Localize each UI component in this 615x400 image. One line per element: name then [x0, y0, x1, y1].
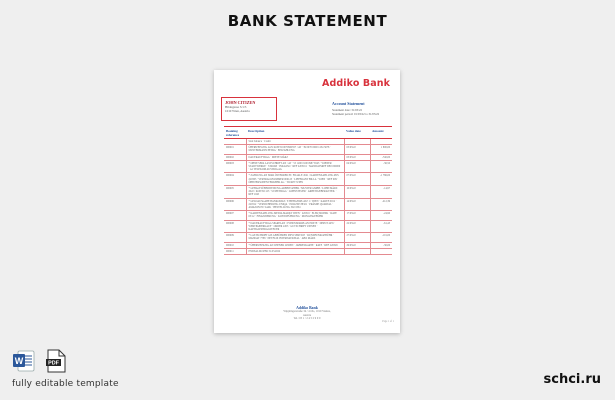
bank-logo: Addiko Bank [322, 78, 390, 89]
row-value-date: 10/03/22 [344, 186, 370, 199]
row-description: ENDSALDO PER 31.03.2022 [246, 248, 344, 254]
row-reference: 000011 [224, 248, 246, 254]
row-value-date: 07/03/22 [344, 173, 370, 186]
row-reference: 000003 [224, 160, 246, 173]
column-header-reference: Booking reference [224, 127, 246, 139]
row-amount: -740,00 [370, 154, 392, 160]
row-reference: 000001 [224, 145, 246, 154]
row-value-date: 03/03/22 [344, 154, 370, 160]
row-description: * ZAHLUNG AN SPAR ÖSTERREICH / FILIALE 4521 / KARTENZAHLUNG POS 220305 · VERTRAGSNUMMER 000123 · LIEFERANT BILLA · WIEN · REF 009 · ÖBB PERSONENVERKEHR AG · TICKET WIEN [246, 173, 344, 186]
row-description: DAUERAUFTRAG · MIETE MÄRZ [246, 154, 344, 160]
row-reference: 000005 [224, 186, 246, 199]
row-amount: 1 800,00 [370, 145, 392, 154]
row-reference: 000006 [224, 198, 246, 211]
row-description: * DAUERAUFTRAG SPARPLAN / FONDSSPARPLAN ERSTE · DEPOT 4455 · WERTPAPIERKAUF · ORDER 2203 · GUTSCHRIFT ZINSEN · KAPITALERTRAGSTEUER [246, 220, 344, 233]
row-reference: 000007 [224, 211, 246, 220]
account-title: Account Statement [332, 101, 365, 106]
row-value-date: 17/03/22 [344, 211, 370, 220]
row-amount: -61,43 [370, 220, 392, 233]
pdf-icon-label: PDF [48, 360, 59, 367]
table-row [224, 248, 392, 254]
footer-phone: Tel.: 05 1 / 2 4 5 2 9 0 0 [293, 317, 321, 321]
table-row [224, 220, 392, 233]
row-reference: 000010 [224, 242, 246, 248]
table-row [224, 173, 392, 186]
row-description: * OHNE SEPA LASTSCHRIFT AN / AT · 55 1200 0100 0987 6543 · WIENER STADTWERKE · STROM · INKASSO · REF 2203011 · MANDATSREF DE0 000000 · A1 TELEKOM AUSTRIA AG [246, 160, 344, 173]
row-reference: 000004 [224, 173, 246, 186]
account-info [332, 101, 394, 116]
row-value-date: 03/03/22 [344, 145, 370, 154]
row-description: * GELDAUSGABE BANKOMAT / STEPHANSPLATZ 1 / WIEN · KARTE 0012 · 220312 · VERSICHERUNG UNIQA · POLIZZE 88321 · PRÄMIE QUARTAL · AMAZON EU SARL · BESTELLUNG 302-5561 [246, 198, 344, 211]
document-footer [214, 306, 400, 321]
footer-address-line: Wipplingerstraße 34 / 4 OG, 1010 Vienna, [283, 310, 331, 313]
row-value-date [344, 248, 370, 254]
row-amount [370, 248, 392, 254]
template-caption: fully editable template [12, 379, 119, 389]
customer-name: JOHN CITIZEN [225, 100, 256, 105]
table-header-row [224, 127, 392, 139]
transactions-body [224, 139, 392, 255]
pdf-icon [44, 349, 68, 373]
transactions-table [224, 126, 392, 255]
format-icons [12, 349, 68, 373]
row-value-date: 22/03/22 [344, 220, 370, 233]
customer-address-line: 1010 Wien, Austria [225, 109, 250, 113]
row-description: * ÜBERWEISUNG AN WIENER LINIEN · JAHRESKARTE · RATE · REF 220329 [246, 242, 344, 248]
word-icon-letter: W [14, 356, 24, 366]
statement-date: Statement date: 31/03/22 [332, 108, 362, 112]
table-row [224, 145, 392, 154]
row-value-date: 29/03/22 [344, 242, 370, 248]
table-row [224, 198, 392, 211]
row-description: * KARTENZAHLUNG MEDIA MARKT WIEN · 220316 · ELEKTRONIK · RATE 03/12 · FINANZIERUNG · KONTOFÜHRUNG · MONATSGEBÜHR [246, 211, 344, 220]
column-header-amount: Amount [370, 127, 392, 139]
row-reference: 000002 [224, 154, 246, 160]
row-amount: -101,00 [370, 233, 392, 242]
statement-document [214, 70, 400, 333]
page-number: Page 1 of 1 [382, 320, 394, 323]
row-reference: 000009 [224, 233, 246, 242]
row-description: * LASTSCHRIFT GIS GEBÜHREN INFO SERVICE · RUNDFUNKGEBÜHR · MANDAT 7788 · NETFLIX INTERNATIONAL · ABO MÄRZ [246, 233, 344, 242]
table-row [224, 160, 392, 173]
site-brand[interactable]: schci.ru [543, 372, 601, 387]
row-value-date: 14/03/22 [344, 198, 370, 211]
column-header-description: Description [246, 127, 344, 139]
footer-bank-name: Addiko Bank [296, 306, 318, 310]
table-row [224, 186, 392, 199]
row-description: ÜBERWEISUNG AUS KONTO 0070900557 / AT · 39 0070 0000 1234 5678 · MUSTERMANN PETRA · EINZAHLUNG [246, 145, 344, 154]
page-title: BANK STATEMENT [227, 12, 388, 30]
statement-period: Statement period: 01/03/22 to 31/03/22 [332, 112, 380, 116]
row-amount: -36,50 [370, 160, 392, 173]
footer-address-line: Austria [302, 313, 312, 317]
row-amount: -212,39 [370, 198, 392, 211]
word-icon [12, 349, 36, 373]
table-row [224, 211, 392, 220]
row-description: Start balance · Credit [246, 139, 344, 145]
row-reference: 000008 [224, 220, 246, 233]
row-amount: -24,90 [370, 211, 392, 220]
row-value-date: 27/03/22 [344, 233, 370, 242]
table-row [224, 233, 392, 242]
row-amount: -14,97 [370, 186, 392, 199]
column-header-value-date: Value date [344, 127, 370, 139]
row-amount: -1 786,00 [370, 173, 392, 186]
row-value-date: 04/03/22 [344, 160, 370, 173]
row-amount: -30,00 [370, 242, 392, 248]
customer-address-line: Hildegasse 3/1/3 [225, 105, 247, 109]
customer-address-box [221, 97, 277, 121]
row-description: * GEHALTSÜBERWEISUNG ARBEITGEBER / MUSTER GMBH / LOHN MÄRZ 2022 / KONTO 123 · SV-BEITRAG · LOHNSTEUER · ARBEITGEBERANTEIL · REF 1045 [246, 186, 344, 199]
